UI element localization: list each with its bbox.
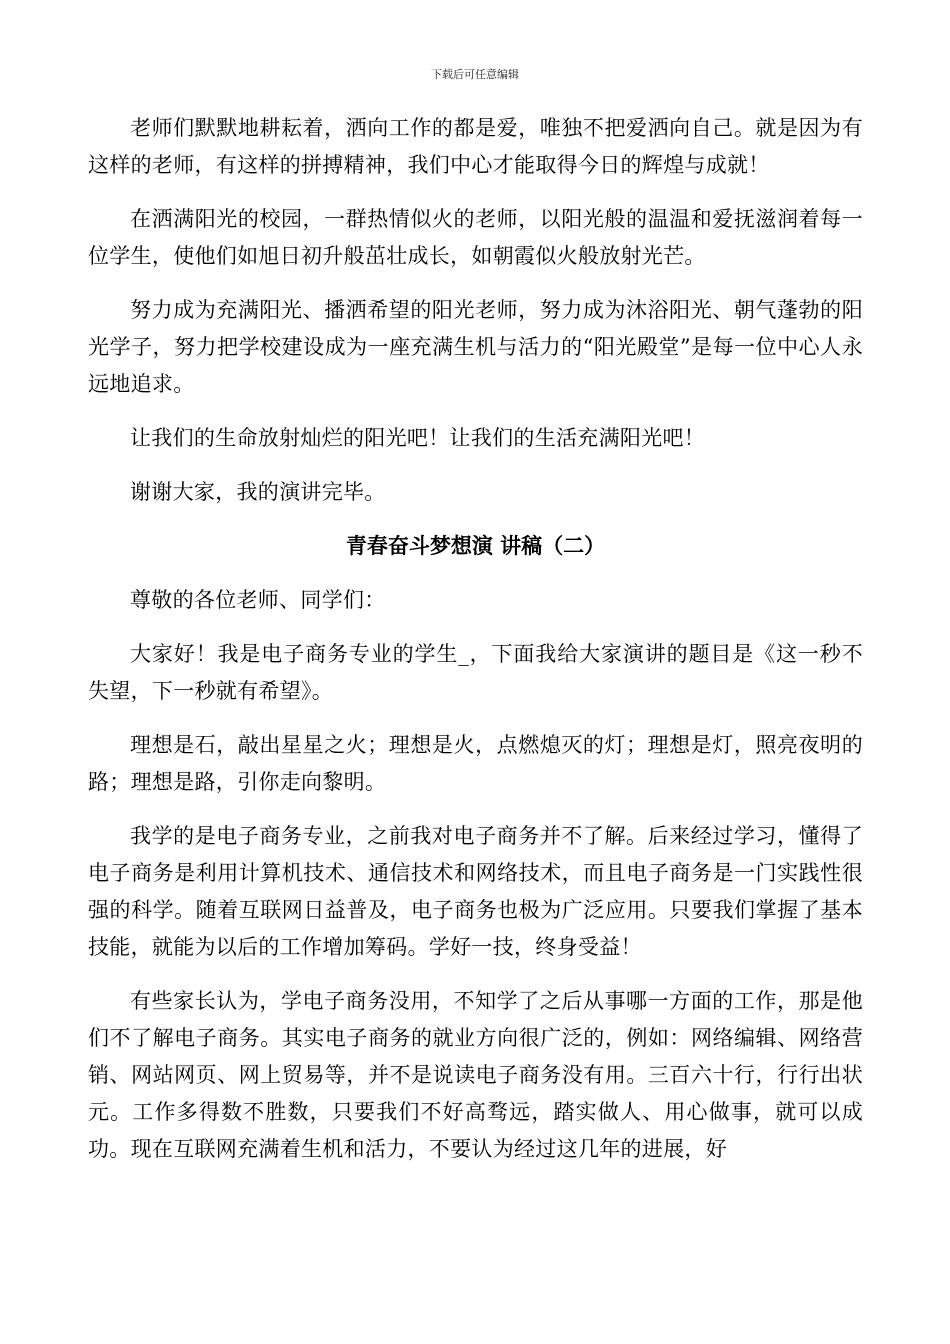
paragraph: 努力成为充满阳光、播洒希望的阳光老师，努力成为沐浴阳光、朝气蓬勃的阳光学子，努力把学校建设成为一座充满生机与活力的“阳光殿堂”是每一位中心人永远地追求。 [88, 298, 863, 396]
paragraph: 大家好！我是电子商务专业的学生_，下面我给大家演讲的题目是《这一秒不失望，下一秒就有希望》。 [88, 642, 863, 703]
section-title: 青春奋斗梦想演 讲稿（二） [345, 534, 606, 558]
document-body [88, 110, 863, 1185]
paragraph: 有些家长认为，学电子商务没用，不知学了之后从事哪一方面的工作，那是他们不了解电子商务。其实电子商务的就业方向很广泛的，例如：网络编辑、网络营销、网站网页、网上贸易等，并不是说读电子商务没有用。三百六十行，行行出状元。工作多得数不胜数，只要我们不好高骛远，踏实做人、用心做事，就可以成功。现在互联网充满着生机和活力，不要认为经过这几年的进展，好 [88, 989, 863, 1161]
paragraph: 老师们默默地耕耘着，洒向工作的都是爱，唯独不把爱洒向自己。就是因为有这样的老师，有这样的拼搏精神，我们中心才能取得今日的辉煌与成就！ [88, 116, 863, 177]
paragraph: 我学的是电子商务专业，之前我对电子商务并不了解。后来经过学习，懂得了电子商务是利用计算机技术、通信技术和网络技术，而且电子商务是一门实践性很强的科学。随着互联网日益普及，电子商务也极为广泛应用。只要我们掌握了基本技能，就能为以后的工作增加筹码。学好一技，终身受益！ [88, 824, 863, 959]
paragraph: 在洒满阳光的校园，一群热情似火的老师，以阳光般的温温和爱抚滋润着每一位学生，使他们如旭日初升般茁壮成长，如朝霞似火般放射光芒。 [88, 207, 863, 268]
page-header: 下载后可任意编辑 [431, 68, 519, 81]
paragraph: 让我们的生命放射灿烂的阳光吧！让我们的生活充满阳光吧！ [130, 426, 706, 450]
salutation: 尊敬的各位老师、同学们： [130, 588, 386, 612]
paragraph: 理想是石，敲出星星之火；理想是火，点燃熄灭的灯；理想是灯，照亮夜明的路；理想是路，引你走向黎明。 [88, 733, 863, 794]
paragraph: 谢谢大家，我的演讲完毕。 [130, 480, 386, 504]
